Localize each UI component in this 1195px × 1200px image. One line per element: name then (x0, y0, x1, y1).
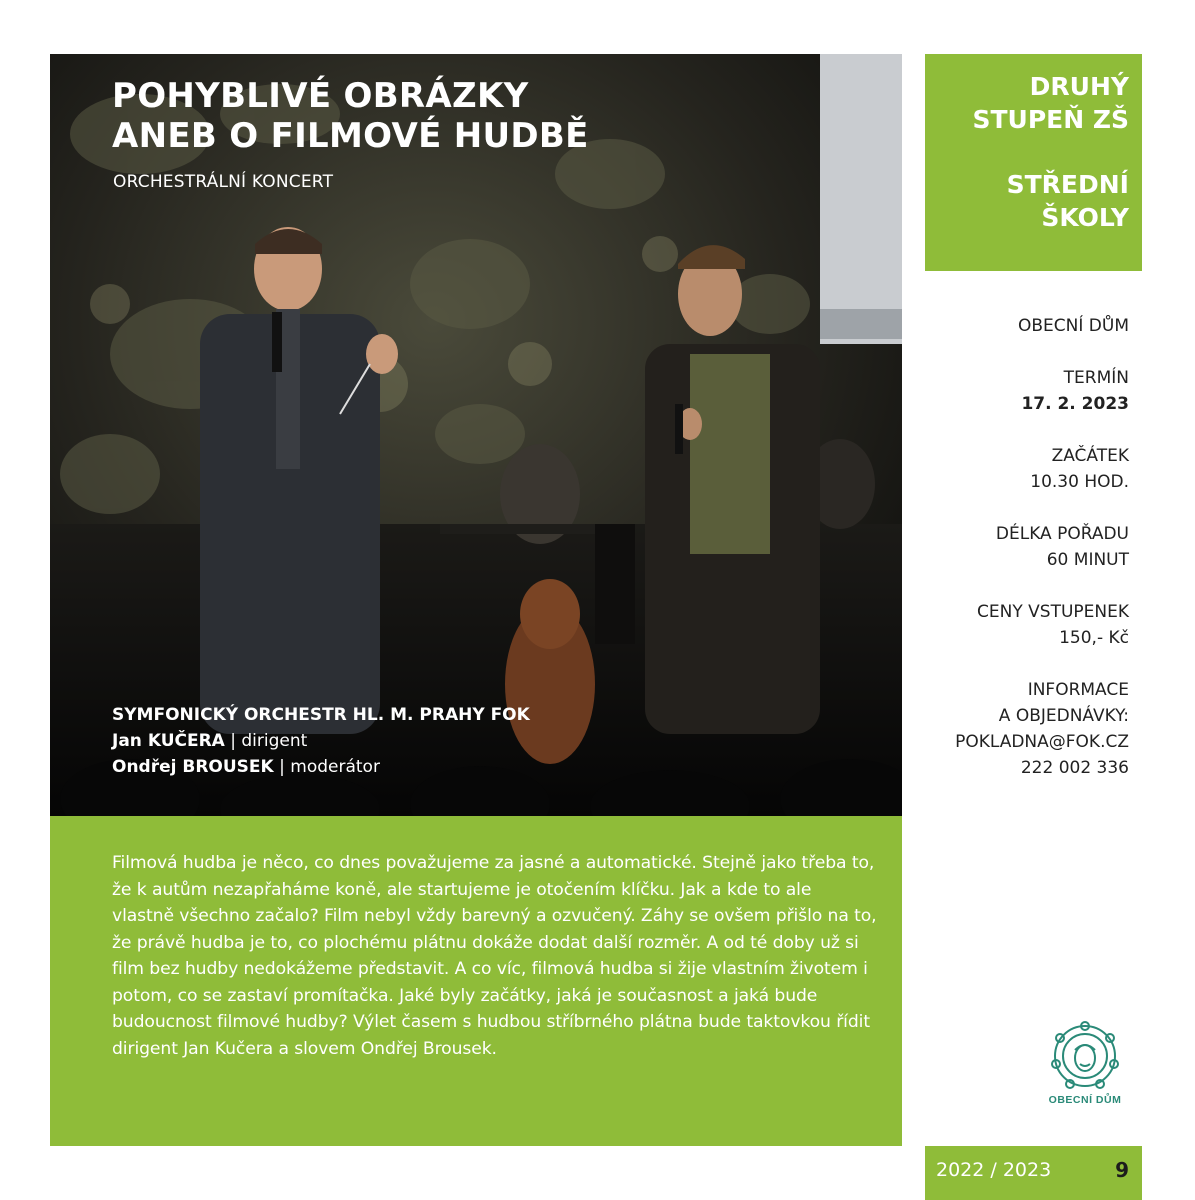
host-credit (112, 754, 530, 780)
date-label: TERMÍN (1063, 368, 1129, 388)
logo-label: OBECNÍ DŮM (1048, 1094, 1122, 1106)
start-group (889, 443, 1129, 495)
audience-tag (925, 54, 1142, 271)
obecni-dum-logo (1040, 1020, 1130, 1116)
host-role: | moderátor (273, 757, 380, 777)
audience-line-2: STUPEŇ ZŠ (972, 105, 1129, 134)
page-footer (925, 1146, 1142, 1200)
concert-photo (50, 54, 902, 816)
conductor-credit (112, 728, 530, 754)
contact-phone[interactable]: 222 002 336 (1020, 758, 1129, 778)
audience-gap (925, 136, 1129, 168)
contact-label-2: A OBJEDNÁVKY: (998, 706, 1129, 726)
concert-subtitle: ORCHESTRÁLNÍ KONCERT (113, 172, 334, 192)
price-label: CENY VSTUPENEK (977, 602, 1129, 622)
conductor-name: Jan KUČERA (112, 731, 225, 751)
length-label: DÉLKA POŘADU (995, 524, 1129, 544)
obecni-dum-emblem-icon (1040, 1020, 1130, 1092)
event-info (889, 313, 1129, 807)
price-value: 150,- Kč (1059, 628, 1129, 648)
season: 2022 / 2023 (936, 1159, 1052, 1181)
audience-line-1: DRUHÝ (1029, 72, 1129, 101)
page-number: 9 (1115, 1158, 1129, 1182)
start-value: 10.30 HOD. (1030, 472, 1129, 492)
concert-title (112, 76, 589, 156)
venue: OBECNÍ DŮM (1018, 316, 1129, 336)
concert-title-line-2: ANEB O FILMOVÉ HUDBĚ (112, 116, 589, 156)
length-group (889, 521, 1129, 573)
audience-line-4: ŠKOLY (1041, 203, 1129, 232)
venue-group (889, 313, 1129, 339)
audience-line-3: STŘEDNÍ (1006, 170, 1129, 199)
length-value: 60 MINUT (1046, 550, 1129, 570)
description-panel (50, 816, 902, 1146)
contact-email[interactable]: POKLADNA@FOK.CZ (955, 732, 1129, 752)
concert-title-line-1: POHYBLIVÉ OBRÁZKY (112, 76, 529, 116)
host-name: Ondřej BROUSEK (112, 757, 274, 777)
contact-group (889, 677, 1129, 781)
date-group (889, 365, 1129, 417)
contact-label-1: INFORMACE (1027, 680, 1129, 700)
price-group (889, 599, 1129, 651)
start-label: ZAČÁTEK (1051, 446, 1129, 466)
conductor-role: | dirigent (224, 731, 308, 751)
performer-credits (112, 702, 530, 780)
orchestra-name: SYMFONICKÝ ORCHESTR HL. M. PRAHY FOK (112, 705, 530, 725)
date-value: 17. 2. 2023 (1021, 394, 1129, 414)
description-text: Filmová hudba je něco, co dnes považujeme za jasné a automatické. Stejně jako třeba to, že k autům nezapřaháme koně, ale startujeme je otočením klíčku. Jak a kde to ale vlastně všechno začalo? Film nebyl vždy barevný a ozvučený. Záhy se ovšem přišlo na to, že právě hudba je to, co plochému plátnu dokáže dodat další rozměr. A od té doby už si film bez hudby nedokážeme představit. A co víc, filmová hudba si žije vlastním životem i potom, co se zastaví promítačka. Jaké byly začátky, jaká je současnost a jaká bude budoucnost filmové hudby? Výlet časem s hudbou stříbrného plátna bude taktovkou řídit dirigent Jan Kučera a slovem Ondřej Brousek. (112, 853, 877, 1059)
